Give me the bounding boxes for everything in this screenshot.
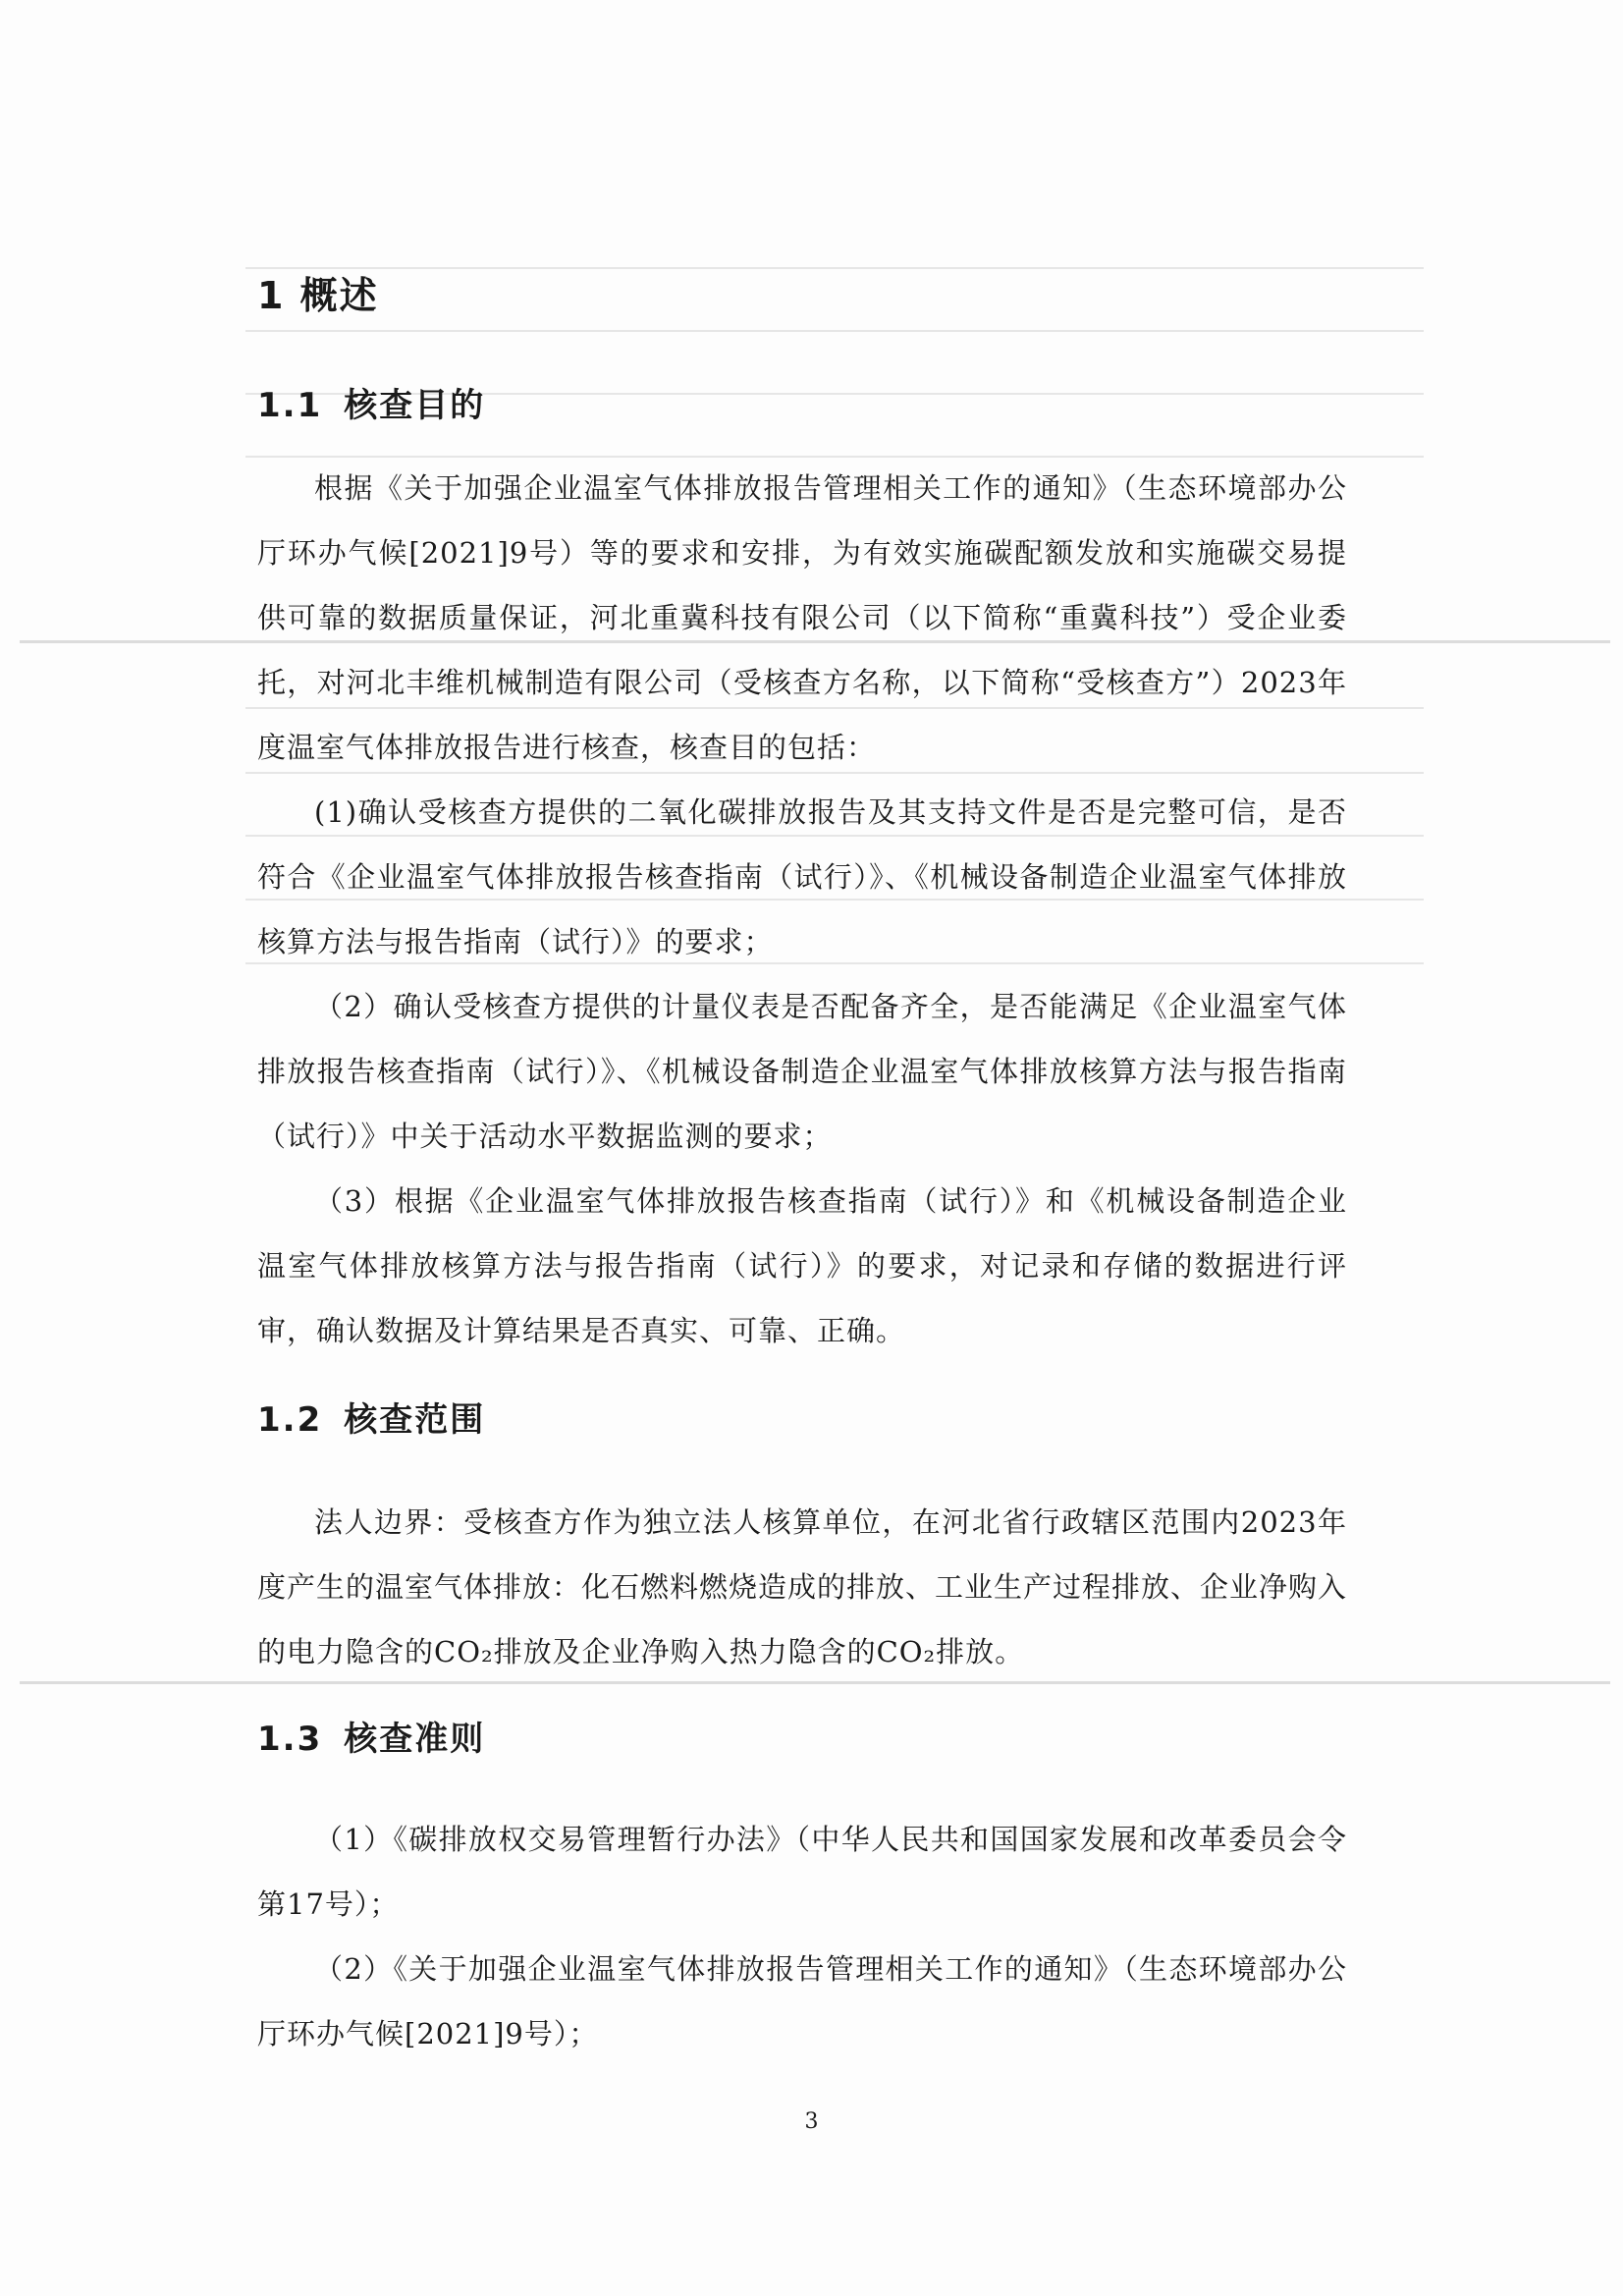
section-heading bbox=[257, 1712, 1347, 1760]
section-criteria bbox=[257, 1712, 1347, 2066]
section-number: 1.2 bbox=[257, 1400, 323, 1440]
chapter-title: 1 概述 bbox=[257, 274, 379, 317]
paragraph: (1)确认受核查方提供的二氧化碳排放报告及其支持文件是否是完整可信，是否符合《企业温室气体排放报告核查指南（试行）》、《机械设备制造企业温室气体排放核算方法与报告指南（试行）》的要求； bbox=[257, 795, 1347, 958]
section-heading bbox=[257, 1393, 1347, 1441]
paragraph: （2）确认受核查方提供的计量仪表是否配备齐全，是否能满足《企业温室气体排放报告核查指南（试行）》、《机械设备制造企业温室气体排放核算方法与报告指南（试行）》中关于活动水平数据监测的要求； bbox=[257, 990, 1347, 1153]
section-title: 核查范围 bbox=[344, 1400, 486, 1440]
paragraph: （3）根据《企业温室气体排放报告核查指南（试行）》和《机械设备制造企业温室气体排放核算方法与报告指南（试行）》的要求，对记录和存储的数据进行评审，确认数据及计算结果是否真实、可靠、正确。 bbox=[257, 1184, 1347, 1347]
section-number: 1.3 bbox=[257, 1720, 323, 1759]
section-purpose bbox=[257, 378, 1347, 1363]
page-number: 3 bbox=[804, 2109, 819, 2134]
paragraph: 根据《关于加强企业温室气体排放报告管理相关工作的通知》（生态环境部办公厅环办气候[2021]9号）等的要求和安排，为有效实施碳配额发放和实施碳交易提供可靠的数据质量保证，河北重冀科技有限公司（以下简称“重冀科技”）受企业委托，对河北丰维机械制造有限公司（受核查方名称，以下简称“受核查方”）2023年度温室气体排放报告进行核查，核查目的包括： bbox=[257, 471, 1347, 764]
section-number: 1.1 bbox=[257, 386, 323, 425]
paragraph: （1）《碳排放权交易管理暂行办法》（中华人民共和国国家发展和改革委员会令第17号）； bbox=[257, 1823, 1347, 1921]
section-title: 核查准则 bbox=[344, 1720, 486, 1759]
section-heading bbox=[257, 378, 1347, 426]
paragraph: （2）《关于加强企业温室气体排放报告管理相关工作的通知》（生态环境部办公厅环办气候[2021]9号）； bbox=[257, 1952, 1347, 2050]
section-title: 核查目的 bbox=[344, 386, 486, 425]
paragraph: 法人边界：受核查方作为独立法人核算单位，在河北省行政辖区范围内2023年度产生的温室气体排放：化石燃料燃烧造成的排放、工业生产过程排放、企业净购入的电力隐含的CO₂排放及企业净购入热力隐含的CO₂排放。 bbox=[257, 1505, 1348, 1668]
document-body bbox=[257, 246, 1347, 2066]
section-scope bbox=[257, 1393, 1347, 1684]
